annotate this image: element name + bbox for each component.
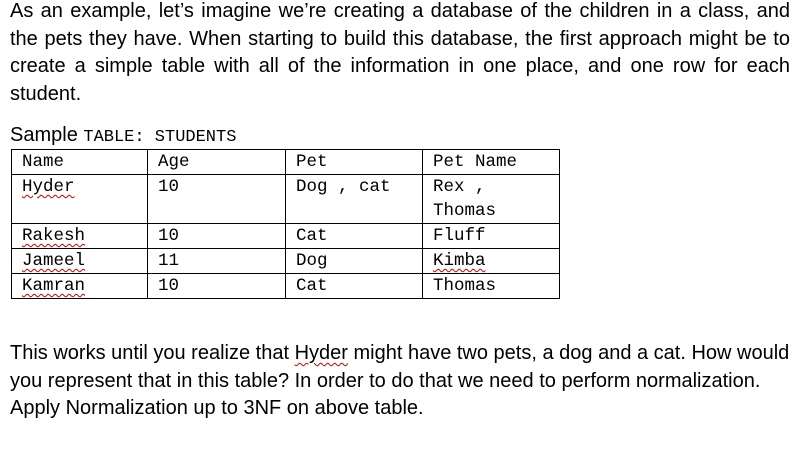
cell-name-text: Rakesh (22, 226, 86, 246)
cell-age: 11 (148, 249, 286, 274)
outro-name: Hyder (294, 342, 348, 364)
table-row (12, 224, 560, 249)
cell-age: 10 (148, 175, 286, 224)
header-name: Name (12, 150, 148, 175)
cell-name (12, 175, 148, 224)
cell-name (12, 224, 148, 249)
cell-pet: Cat (286, 274, 423, 299)
outro-after: might have two pets, a dog and a cat. How would you represent that in this table? In order to do that we need to perform normalization. Apply Normalization up to 3NF on above table. (10, 342, 790, 419)
cell-pet-name (423, 249, 560, 274)
table-row (12, 249, 560, 274)
cell-name-text: Kamran (22, 276, 86, 296)
cell-pet-name: Rex , Thomas (423, 175, 560, 224)
table-header-row (12, 150, 560, 175)
header-pet: Pet (286, 150, 423, 175)
cell-pet-name-text: Kimba (433, 251, 486, 271)
cell-pet-name: Thomas (423, 274, 560, 299)
caption-prefix: Sample (10, 124, 84, 146)
cell-name-text: Hyder (22, 177, 75, 197)
outro-paragraph (10, 340, 790, 423)
table-row (12, 175, 560, 224)
cell-name-text: Jameel (22, 251, 86, 271)
cell-name (12, 274, 148, 299)
table-caption (10, 121, 236, 152)
header-pet-name: Pet Name (423, 150, 560, 175)
header-age: Age (148, 150, 286, 175)
cell-pet: Dog (286, 249, 423, 274)
students-table (11, 149, 560, 299)
cell-pet: Cat (286, 224, 423, 249)
cell-name (12, 249, 148, 274)
table-row (12, 274, 560, 299)
cell-age: 10 (148, 274, 286, 299)
outro-before: This works until you realize that (10, 342, 295, 364)
cell-age: 10 (148, 224, 286, 249)
cell-pet-name: Fluff (423, 224, 560, 249)
caption-table-name: TABLE: STUDENTS (83, 128, 237, 147)
cell-pet: Dog , cat (286, 175, 423, 224)
intro-paragraph: As an example, let’s imagine we’re creating a database of the children in a class, and the pets they have. When starting to build this database, the first approach might be to create a simple table with all of the information in one place, and one row for each student. (10, 0, 790, 105)
